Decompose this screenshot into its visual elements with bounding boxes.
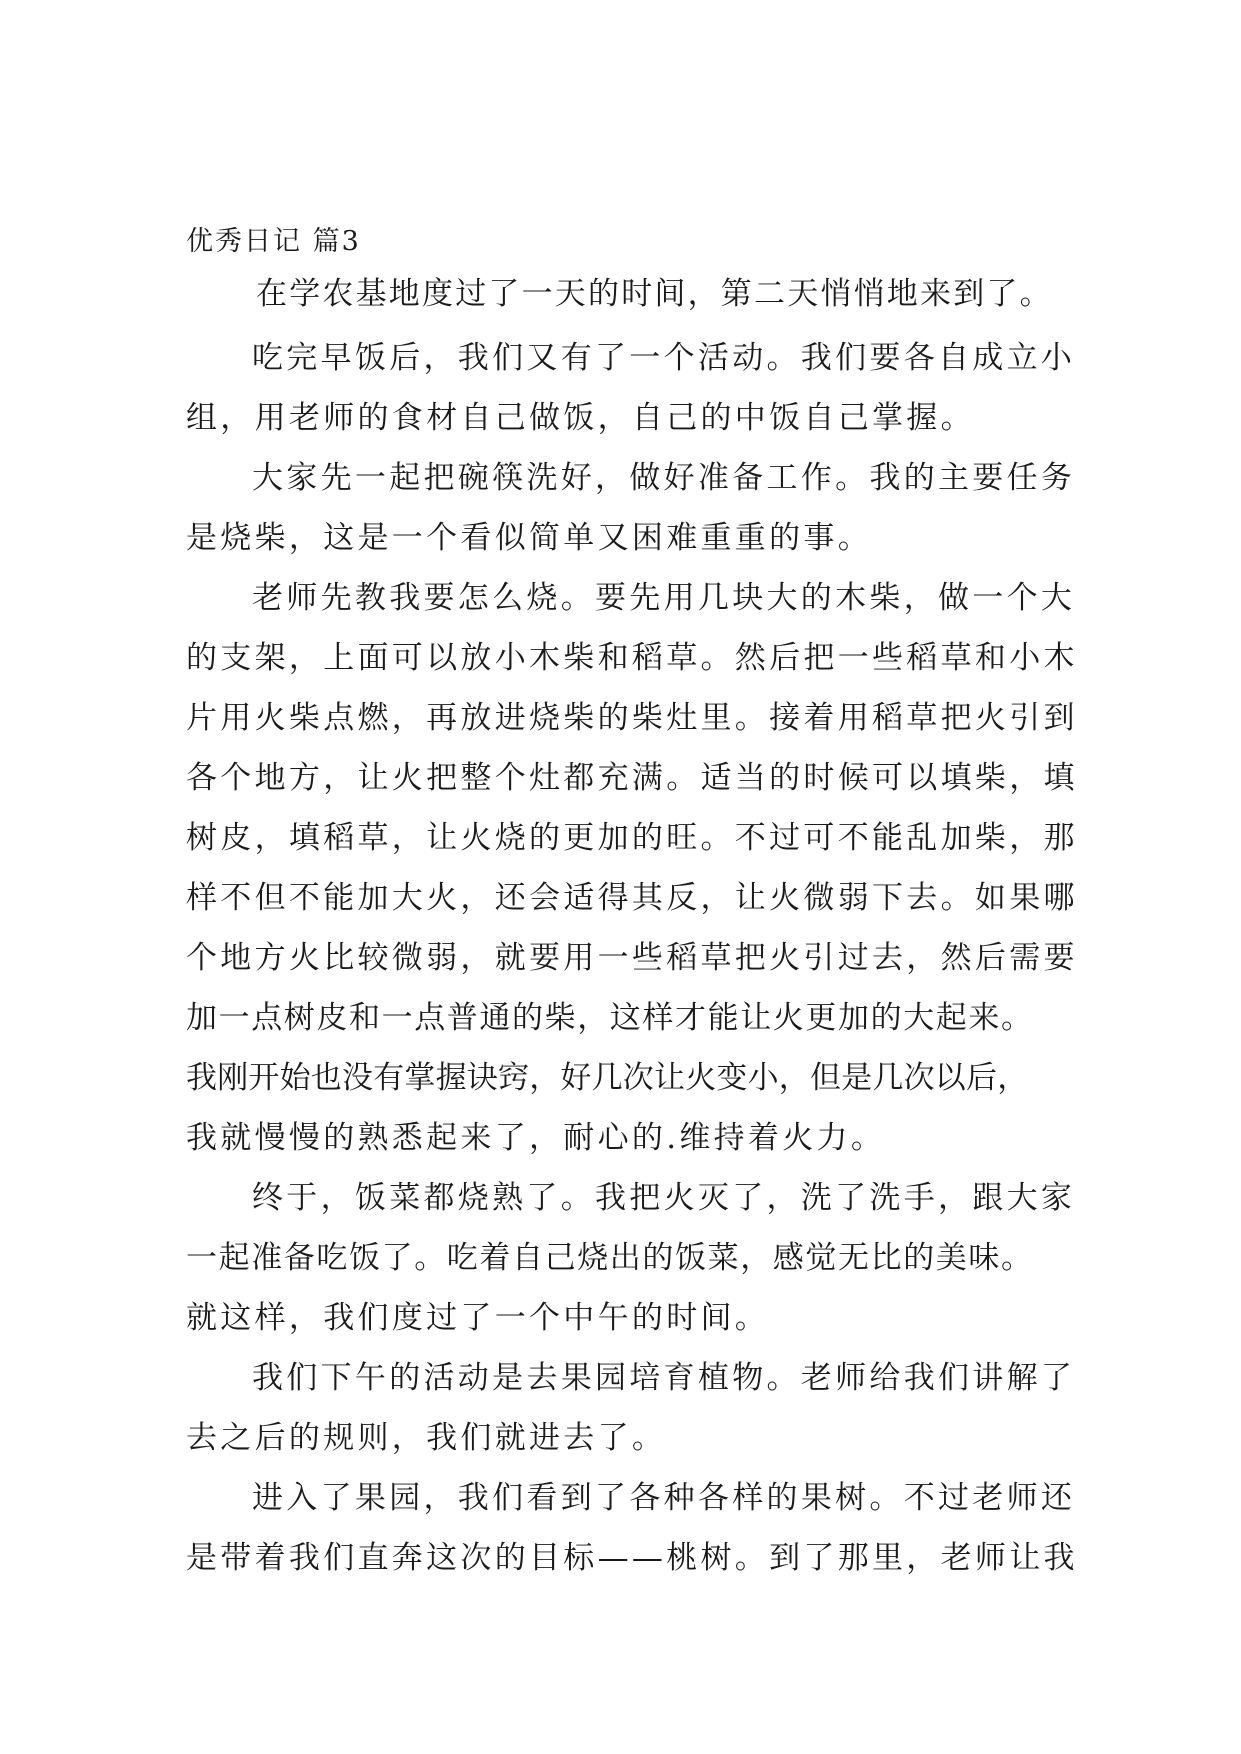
paragraph-line: 加一点树皮和一点普通的柴，这样才能让火更加的大起来。 xyxy=(186,1000,1034,1036)
paragraph-line: 片用火柴点燃，再放进烧柴的柴灶里。接着用稻草把火引到 xyxy=(186,700,1078,736)
paragraph-line: 树皮，填稻草，让火烧的更加的旺。不过可不能乱加柴，那 xyxy=(186,820,1078,856)
paragraph-line: 样不但不能加大火，还会适得其反，让火微弱下去。如果哪 xyxy=(186,880,1078,916)
paragraph-line: 我刚开始也没有掌握诀窍，好几次让火变小，但是几次以后， xyxy=(186,1060,1029,1096)
paragraph-line: 是烧柴，这是一个看似简单又困难重重的事。 xyxy=(186,520,872,556)
paragraph-line: 老师先教我要怎么烧。要先用几块大的木柴，做一个大 xyxy=(252,580,1076,616)
paragraph-line: 是带着我们直奔这次的目标——桃树。到了那里，老师让我 xyxy=(186,1540,1078,1576)
paragraph-line: 各个地方，让火把整个灶都充满。适当的时候可以填柴，填 xyxy=(186,760,1078,796)
paragraph-line: 去之后的规则，我们就进去了。 xyxy=(186,1420,667,1456)
paragraph-line: 组，用老师的食材自己做饭，自己的中饭自己掌握。 xyxy=(186,400,975,436)
paragraph-line: 在学农基地度过了一天的时间，第二天悄悄地来到了。 xyxy=(256,276,1053,312)
paragraph-line: 一起准备吃饭了。吃着自己烧出的饭菜，感觉无比的美味。 xyxy=(186,1240,1034,1276)
paragraph-line: 吃完早饭后，我们又有了一个活动。我们要各自成立小 xyxy=(252,340,1076,376)
document-title: 优秀日记 篇3 xyxy=(186,226,361,257)
paragraph-line: 就这样，我们度过了一个中午的时间。 xyxy=(186,1300,770,1336)
paragraph-line: 终于，饭菜都烧熟了。我把火灭了，洗了洗手，跟大家 xyxy=(252,1180,1076,1216)
paragraph-line: 进入了果园，我们看到了各种各样的果树。不过老师还 xyxy=(252,1480,1076,1516)
paragraph-line: 我就慢慢的熟悉起来了，耐心的.维持着火力。 xyxy=(186,1120,886,1156)
paragraph-line: 我们下午的活动是去果园培育植物。老师给我们讲解了 xyxy=(252,1360,1076,1396)
paragraph-line: 大家先一起把碗筷洗好，做好准备工作。我的主要任务 xyxy=(252,460,1076,496)
paragraph-line: 的支架，上面可以放小木柴和稻草。然后把一些稻草和小木 xyxy=(186,640,1078,676)
paragraph-line: 个地方火比较微弱，就要用一些稻草把火引过去，然后需要 xyxy=(186,940,1078,976)
